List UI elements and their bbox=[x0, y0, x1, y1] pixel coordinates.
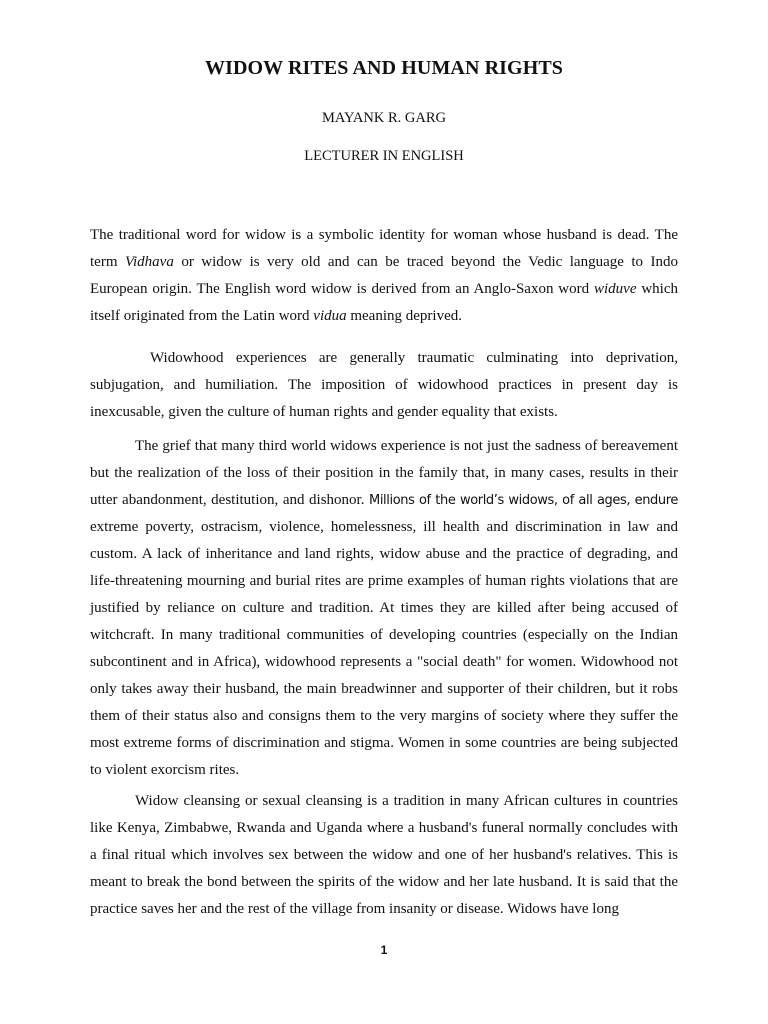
term-vidua: vidua bbox=[313, 308, 347, 324]
paragraph-4 bbox=[90, 788, 678, 923]
paragraph-1-segment-2: or widow is very old and can be traced beyond the Vedic language to Indo European origin. The English word widow is derived from an Anglo-Saxon word bbox=[90, 254, 678, 297]
document-title: WIDOW RITES AND HUMAN RIGHTS bbox=[204, 57, 564, 79]
page-number: 1 bbox=[380, 943, 388, 957]
paragraph-1 bbox=[90, 222, 678, 330]
paragraph-1-segment-1: The traditional word for widow is a symbolic identity for woman whose husband is dead. The term bbox=[90, 227, 678, 270]
paragraph-3 bbox=[90, 433, 678, 784]
term-vidhava: Vidhava bbox=[124, 254, 174, 270]
author-name: MAYANK R. GARG bbox=[322, 110, 446, 126]
paragraph-4-text: Widow cleansing or sexual cleansing is a tradition in many African cultures in countries like Kenya, Zimbabwe, Rwanda and Uganda where a husband's funeral normally concludes with a final ritual which involves sex between the widow and one of her husband's relatives. This is meant to break the bond between the spirits of the widow and her late husband. It is said that the practice saves her and the rest of the village from insanity or disease. Widows have long bbox=[90, 793, 678, 917]
author-position: LECTURER IN ENGLISH bbox=[304, 148, 464, 164]
paragraph-1-text bbox=[90, 222, 678, 330]
paragraph-3-segment-1: The grief that many third world widows experience is not just the sadness of bereavement but the realization of the loss of their position in the family that, in many cases, results in their utter abandonment, destitution, and dishonor. bbox=[90, 438, 678, 508]
paragraph-3-text bbox=[90, 433, 678, 784]
paragraph-1-segment-4: meaning deprived. bbox=[346, 308, 462, 324]
paragraph-1-segment-3: which itself originated from the Latin word bbox=[90, 281, 678, 324]
term-widuve: widuve bbox=[593, 281, 637, 297]
paragraph-3-sans-segment: Millions of the world’s widows, of all ages, endure bbox=[369, 493, 678, 508]
paragraph-2 bbox=[90, 345, 678, 426]
paragraph-2-text: Widowhood experiences are generally traumatic culminating into deprivation, subjugation, and humiliation. The imposition of widowhood practices in present day is inexcusable, given the culture of human rights and gender equality that exists. bbox=[90, 350, 678, 420]
paragraph-3-segment-2: extreme poverty, ostracism, violence, homelessness, ill health and discrimination in law and custom. A lack of inheritance and land rights, widow abuse and the practice of degrading, and life-threatening mourning and burial rites are prime examples of human rights violations that are justified by reliance on culture and tradition. At times they are killed after being accused of witchcraft. In many traditional communities of developing countries (especially on the Indian subcontinent and in Africa), widowhood represents a "social death" for women. Widowhood not only takes away their husband, the main breadwinner and supporter of their children, but it robs them of their status also and consigns them to the very margins of society where they suffer the most extreme forms of discrimination and stigma. Women in some countries are being subjected to violent exorcism rites. bbox=[90, 519, 678, 778]
